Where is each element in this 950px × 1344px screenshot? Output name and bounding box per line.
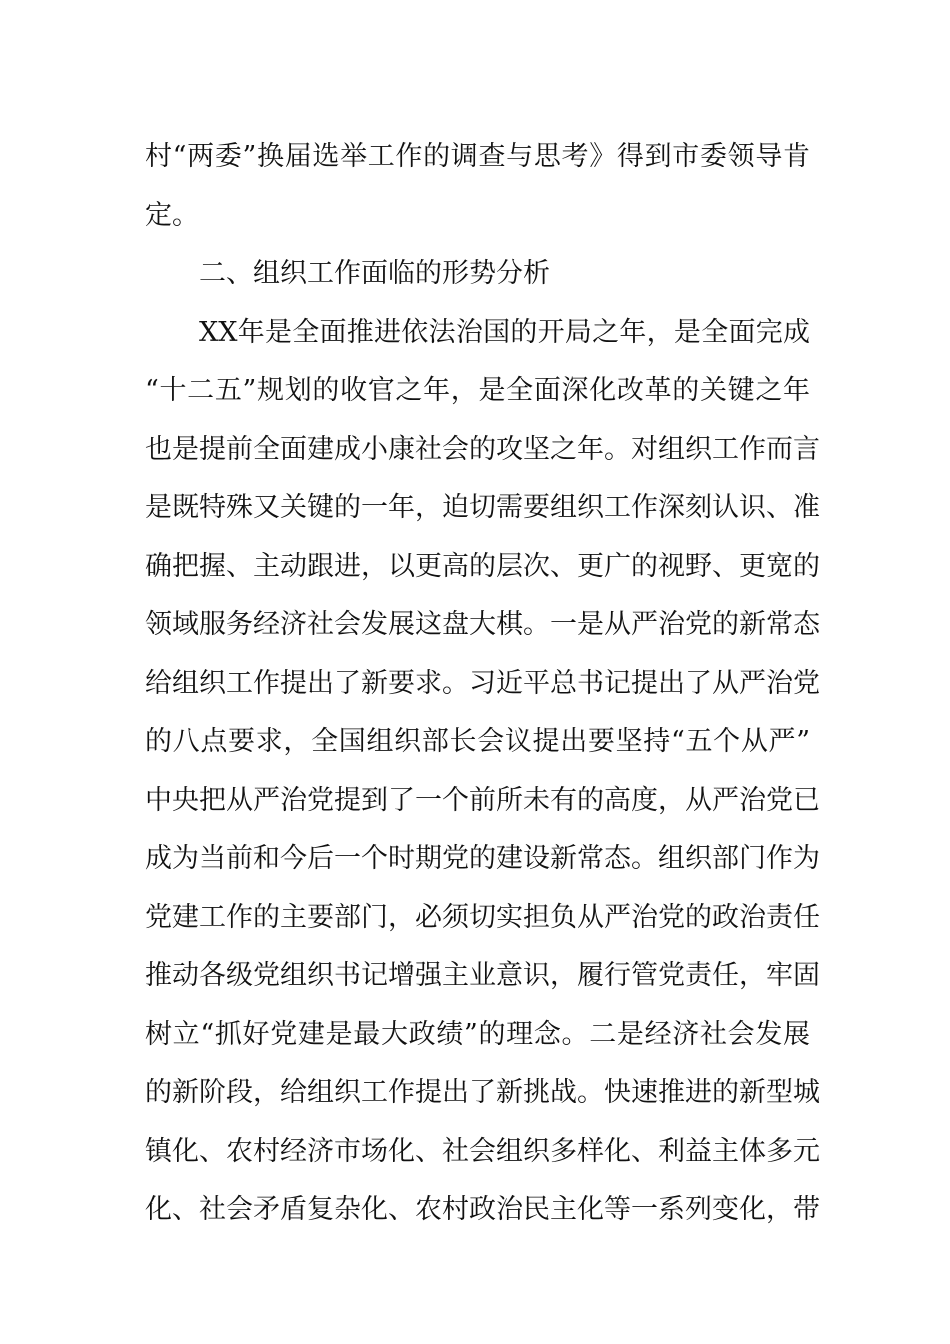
text-line: 领域服务经济社会发展这盘大棋。一是从严治党的新常态: [145, 609, 820, 640]
text-line: 党建工作的主要部门，必须切实担负从严治党的政治责任: [145, 901, 820, 933]
text-line: 定。: [145, 199, 199, 231]
text-line: 确把握、主动跟进，以更高的层次、更广的视野、更宽的: [145, 550, 820, 582]
text-line: 化、社会矛盾复杂化、农村政治民主化等一系列变化，带: [145, 1194, 820, 1225]
text-line: 推动各级党组织书记增强主业意识，履行管党责任，牢固: [145, 960, 820, 991]
text-line: 给组织工作提出了新要求。习近平总书记提出了从严治党: [145, 667, 820, 699]
text-line: 树立“抓好党建是最大政绩”的理念。二是经济社会发展: [145, 1018, 810, 1050]
text-line: 是既特殊又关键的一年，迫切需要组织工作深刻认识、准: [145, 492, 820, 523]
text-line: 村“两委”换届选举工作的调查与思考》得到市委领导肯: [145, 141, 810, 172]
section-heading: 二、组织工作面临的形势分析: [199, 258, 550, 289]
text-line: XX年是全面推进依法治国的开局之年，是全面完成: [199, 316, 810, 348]
text-line: 中央把从严治党提到了一个前所未有的高度，从严治党已: [145, 784, 820, 816]
text-line: 成为当前和今后一个时期党的建设新常态。组织部门作为: [145, 843, 820, 874]
body-text: [145, 128, 820, 1240]
text-line: “十二五”规划的收官之年，是全面深化改革的关键之年: [145, 375, 810, 406]
text-line: 镇化、农村经济市场化、社会组织多样化、利益主体多元: [145, 1135, 820, 1167]
text-line: 也是提前全面建成小康社会的攻坚之年。对组织工作而言: [145, 433, 820, 465]
text-line: 的八点要求，全国组织部长会议提出要坚持“五个从严”: [145, 726, 810, 757]
text-line: 的新阶段，给组织工作提出了新挑战。快速推进的新型城: [145, 1077, 820, 1108]
